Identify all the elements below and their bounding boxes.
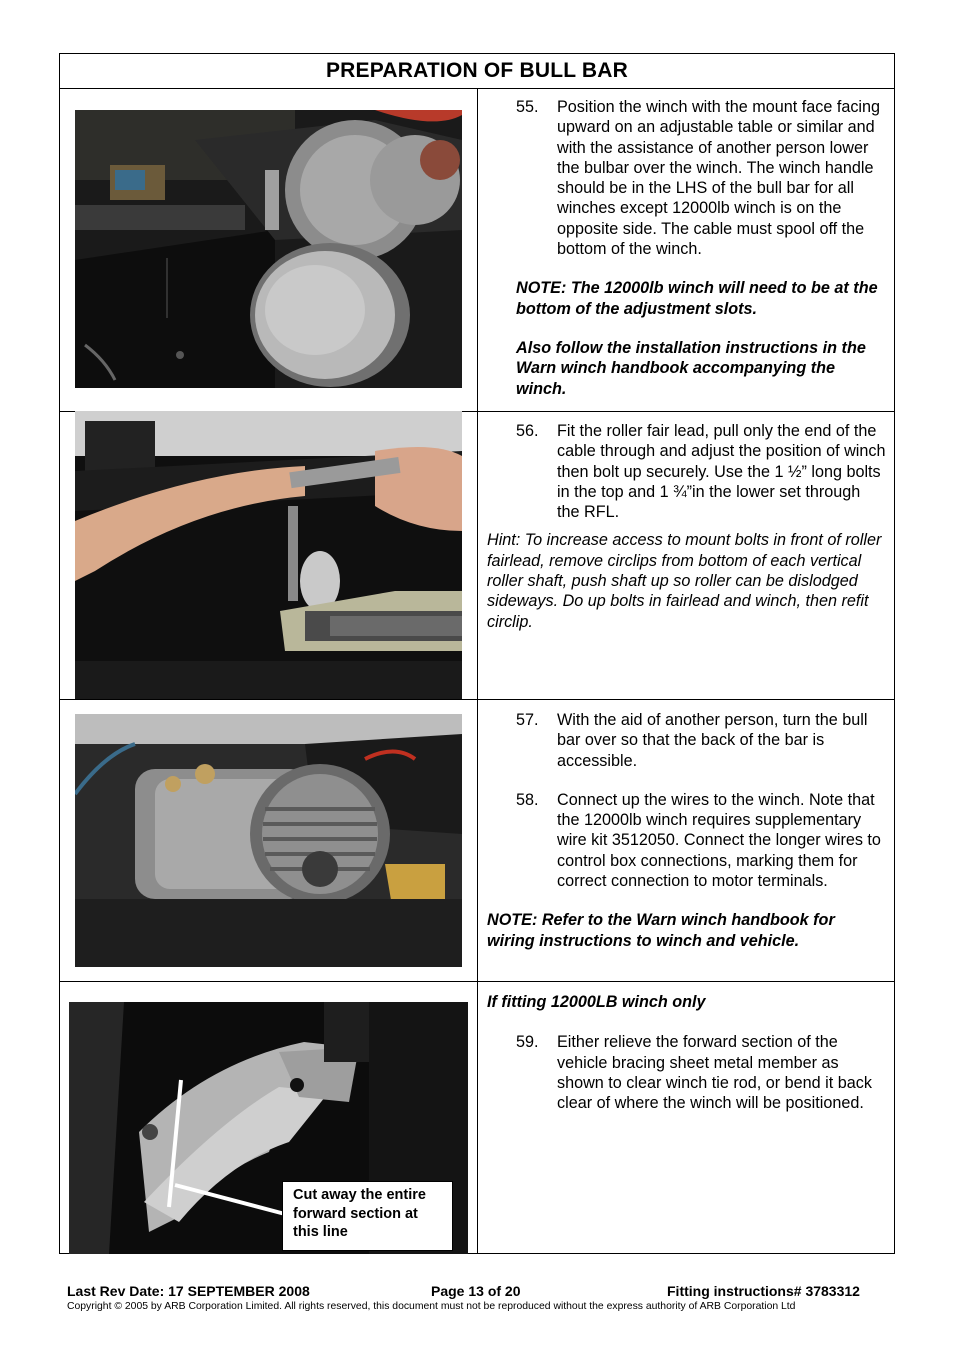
step-text: With the aid of another person, turn the bull bar over so that the back of the bar is accessible. [557, 711, 868, 770]
rev-date: Last Rev Date: 17 SEPTEMBER 2008 [67, 1283, 310, 1299]
step-number: 56. [516, 422, 539, 440]
page-number: Page 13 of 20 [431, 1283, 521, 1299]
step-number: 55. [516, 98, 539, 116]
step-number: 58. [516, 790, 539, 809]
step-57 [478, 710, 894, 771]
step-text: Connect up the wires to the winch. Note that the 12000lb winch requires supplementary wire kit 3512050. Connect the longer wires to control box connections, marking them for correct connection to motor terminals. [557, 790, 881, 891]
instructions-number: Fitting instructions# 3783312 [667, 1283, 860, 1299]
fairlead-fitting-photo [75, 411, 462, 699]
step-59-text-cell [478, 982, 894, 1253]
title-row [60, 54, 894, 89]
step-55 [478, 97, 894, 259]
step-55-text-cell [478, 89, 894, 411]
copyright-notice: Copyright © 2005 by ARB Corporation Limited. All rights reserved, this document must not be reproduced without the express authority of ARB Corporation Ltd [67, 1301, 796, 1312]
step-55-note-handbook: Also follow the installation instructions in the Warn winch handbook accompanying the winch. [516, 338, 866, 398]
step-number: 59. [516, 1033, 539, 1052]
step-59 [478, 1032, 894, 1113]
step-number: 57. [516, 711, 539, 729]
step-text: Position the winch with the mount face facing upward on an adjustable table or similar and with the assistance of another person lower the bulbar over the winch. The winch handle should be in the LHS of the bull bar for all winches except 12000lb winch is on the opposite side. The cable must spool off the bottom of the winch. [557, 98, 881, 259]
step-text: Either relieve the forward section of the vehicle bracing sheet metal member as shown to clear winch tie rod, or bend it back clear of where the winch will be positioned. [557, 1033, 872, 1113]
footer-line [67, 1283, 891, 1301]
step-58 [478, 790, 894, 891]
step-59-heading: If fitting 12000LB winch only [487, 993, 706, 1011]
winch-mount-photo [75, 110, 462, 388]
page-title: PREPARATION OF BULL BAR [325, 59, 629, 82]
step-55-note-slots: NOTE: The 12000lb winch will need to be at the bottom of the adjustment slots. [516, 279, 878, 318]
callout-text: Cut away the entire forward section at this line [293, 1187, 426, 1240]
step-56-hint: Hint: To increase access to mount bolts in front of roller fairlead, remove circlips from bottom of each vertical roller shaft, push shaft up so roller can be dislodged sideways. Do up bolts in fairlead and winch, then refit circlip. [487, 531, 882, 631]
step-text: Fit the roller fair lead, pull only the end of the cable through and adjust the position of winch then bolt up securely. Use the 1 ½” long bolts in the top and 1 ¾”in the lower set through the RFL. [557, 422, 886, 522]
page-footer [67, 1283, 891, 1312]
step-56-text-cell [478, 412, 894, 699]
winch-wiring-photo [75, 714, 462, 967]
cut-line-callout [282, 1181, 453, 1251]
step-57-58-text-cell [478, 700, 894, 981]
step-58-note: NOTE: Refer to the Warn winch handbook for wiring instructions to winch and vehicle. [487, 911, 835, 950]
step-56 [478, 421, 894, 522]
